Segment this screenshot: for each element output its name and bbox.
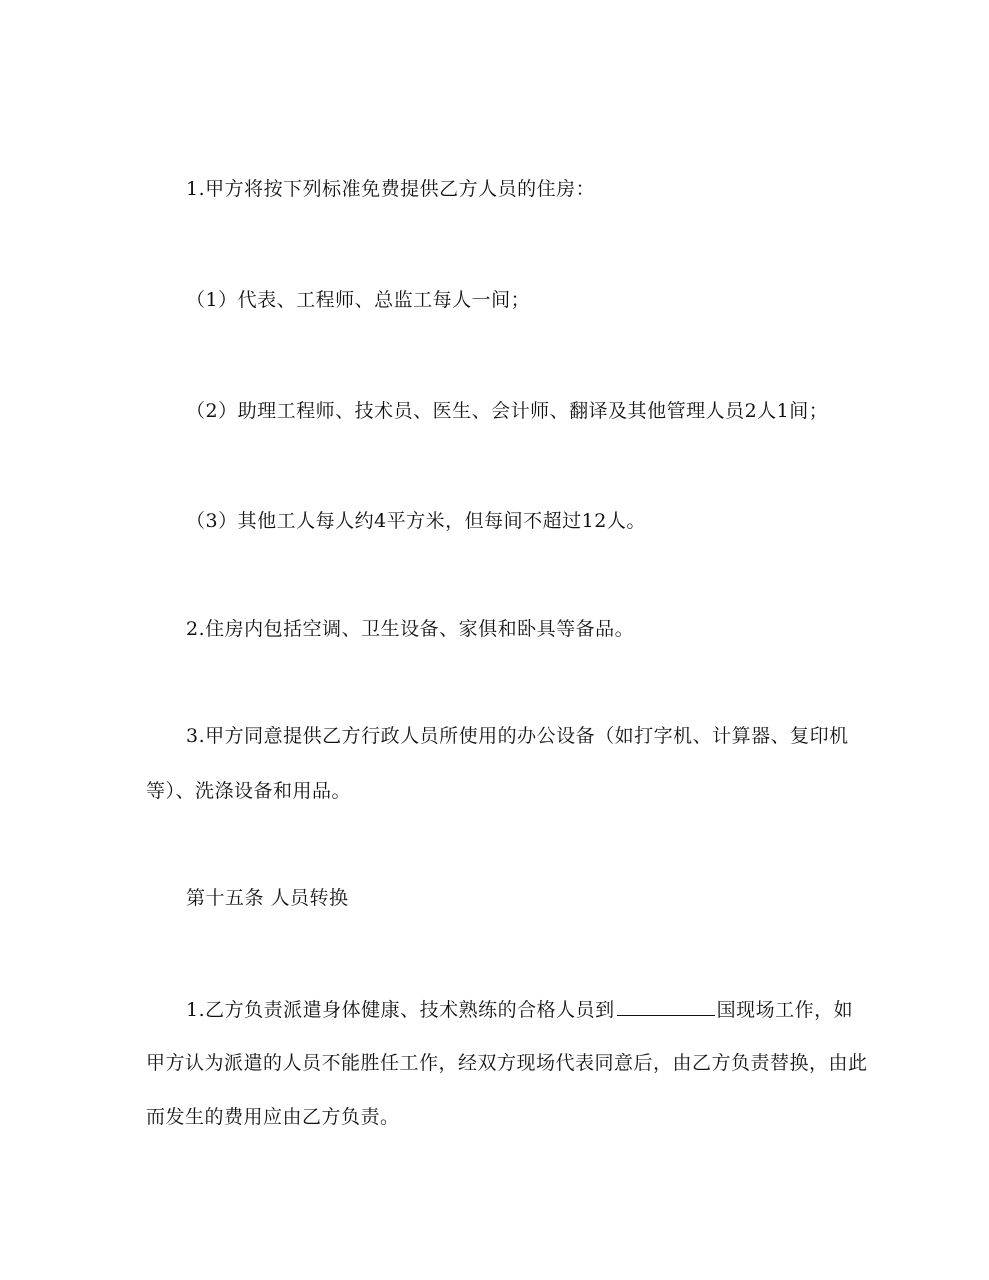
article-15-clause-1-line-2: 甲方认为派遣的人员不能胜任工作，经双方现场代表同意后，由乙方负责替换，由此 bbox=[146, 1052, 868, 1074]
country-blank-line bbox=[617, 997, 715, 1016]
clause-2-amenities: 2.住房内包括空调、卫生设备、家俱和卧具等备品。 bbox=[186, 618, 635, 640]
article-15-clause-1-line-3: 而发生的费用应由乙方负责。 bbox=[146, 1106, 400, 1128]
article-15-clause-1-line-1 bbox=[186, 997, 853, 1022]
clause-text-after-blank: 国现场工作，如 bbox=[716, 999, 854, 1021]
clause-1-item-2: （2）助理工程师、技术员、医生、会计师、翻译及其他管理人员2人1间； bbox=[186, 400, 829, 422]
clause-3-line-2: 等）、洗涤设备和用品。 bbox=[146, 780, 352, 802]
clause-3-line-1: 3.甲方同意提供乙方行政人员所使用的办公设备（如打字机、计算器、复印机 bbox=[186, 725, 849, 747]
clause-1-item-3: （3）其他工人每人约4平方米，但每间不超过12人。 bbox=[186, 510, 646, 532]
article-15-heading: 第十五条 人员转换 bbox=[186, 887, 349, 909]
clause-1-housing: 1.甲方将按下列标准免费提供乙方人员的住房： bbox=[186, 178, 596, 200]
clause-text-before-blank: 1.乙方负责派遣身体健康、技术熟练的合格人员到 bbox=[186, 999, 615, 1021]
clause-1-item-1: （1）代表、工程师、总监工每人一间； bbox=[186, 289, 531, 311]
